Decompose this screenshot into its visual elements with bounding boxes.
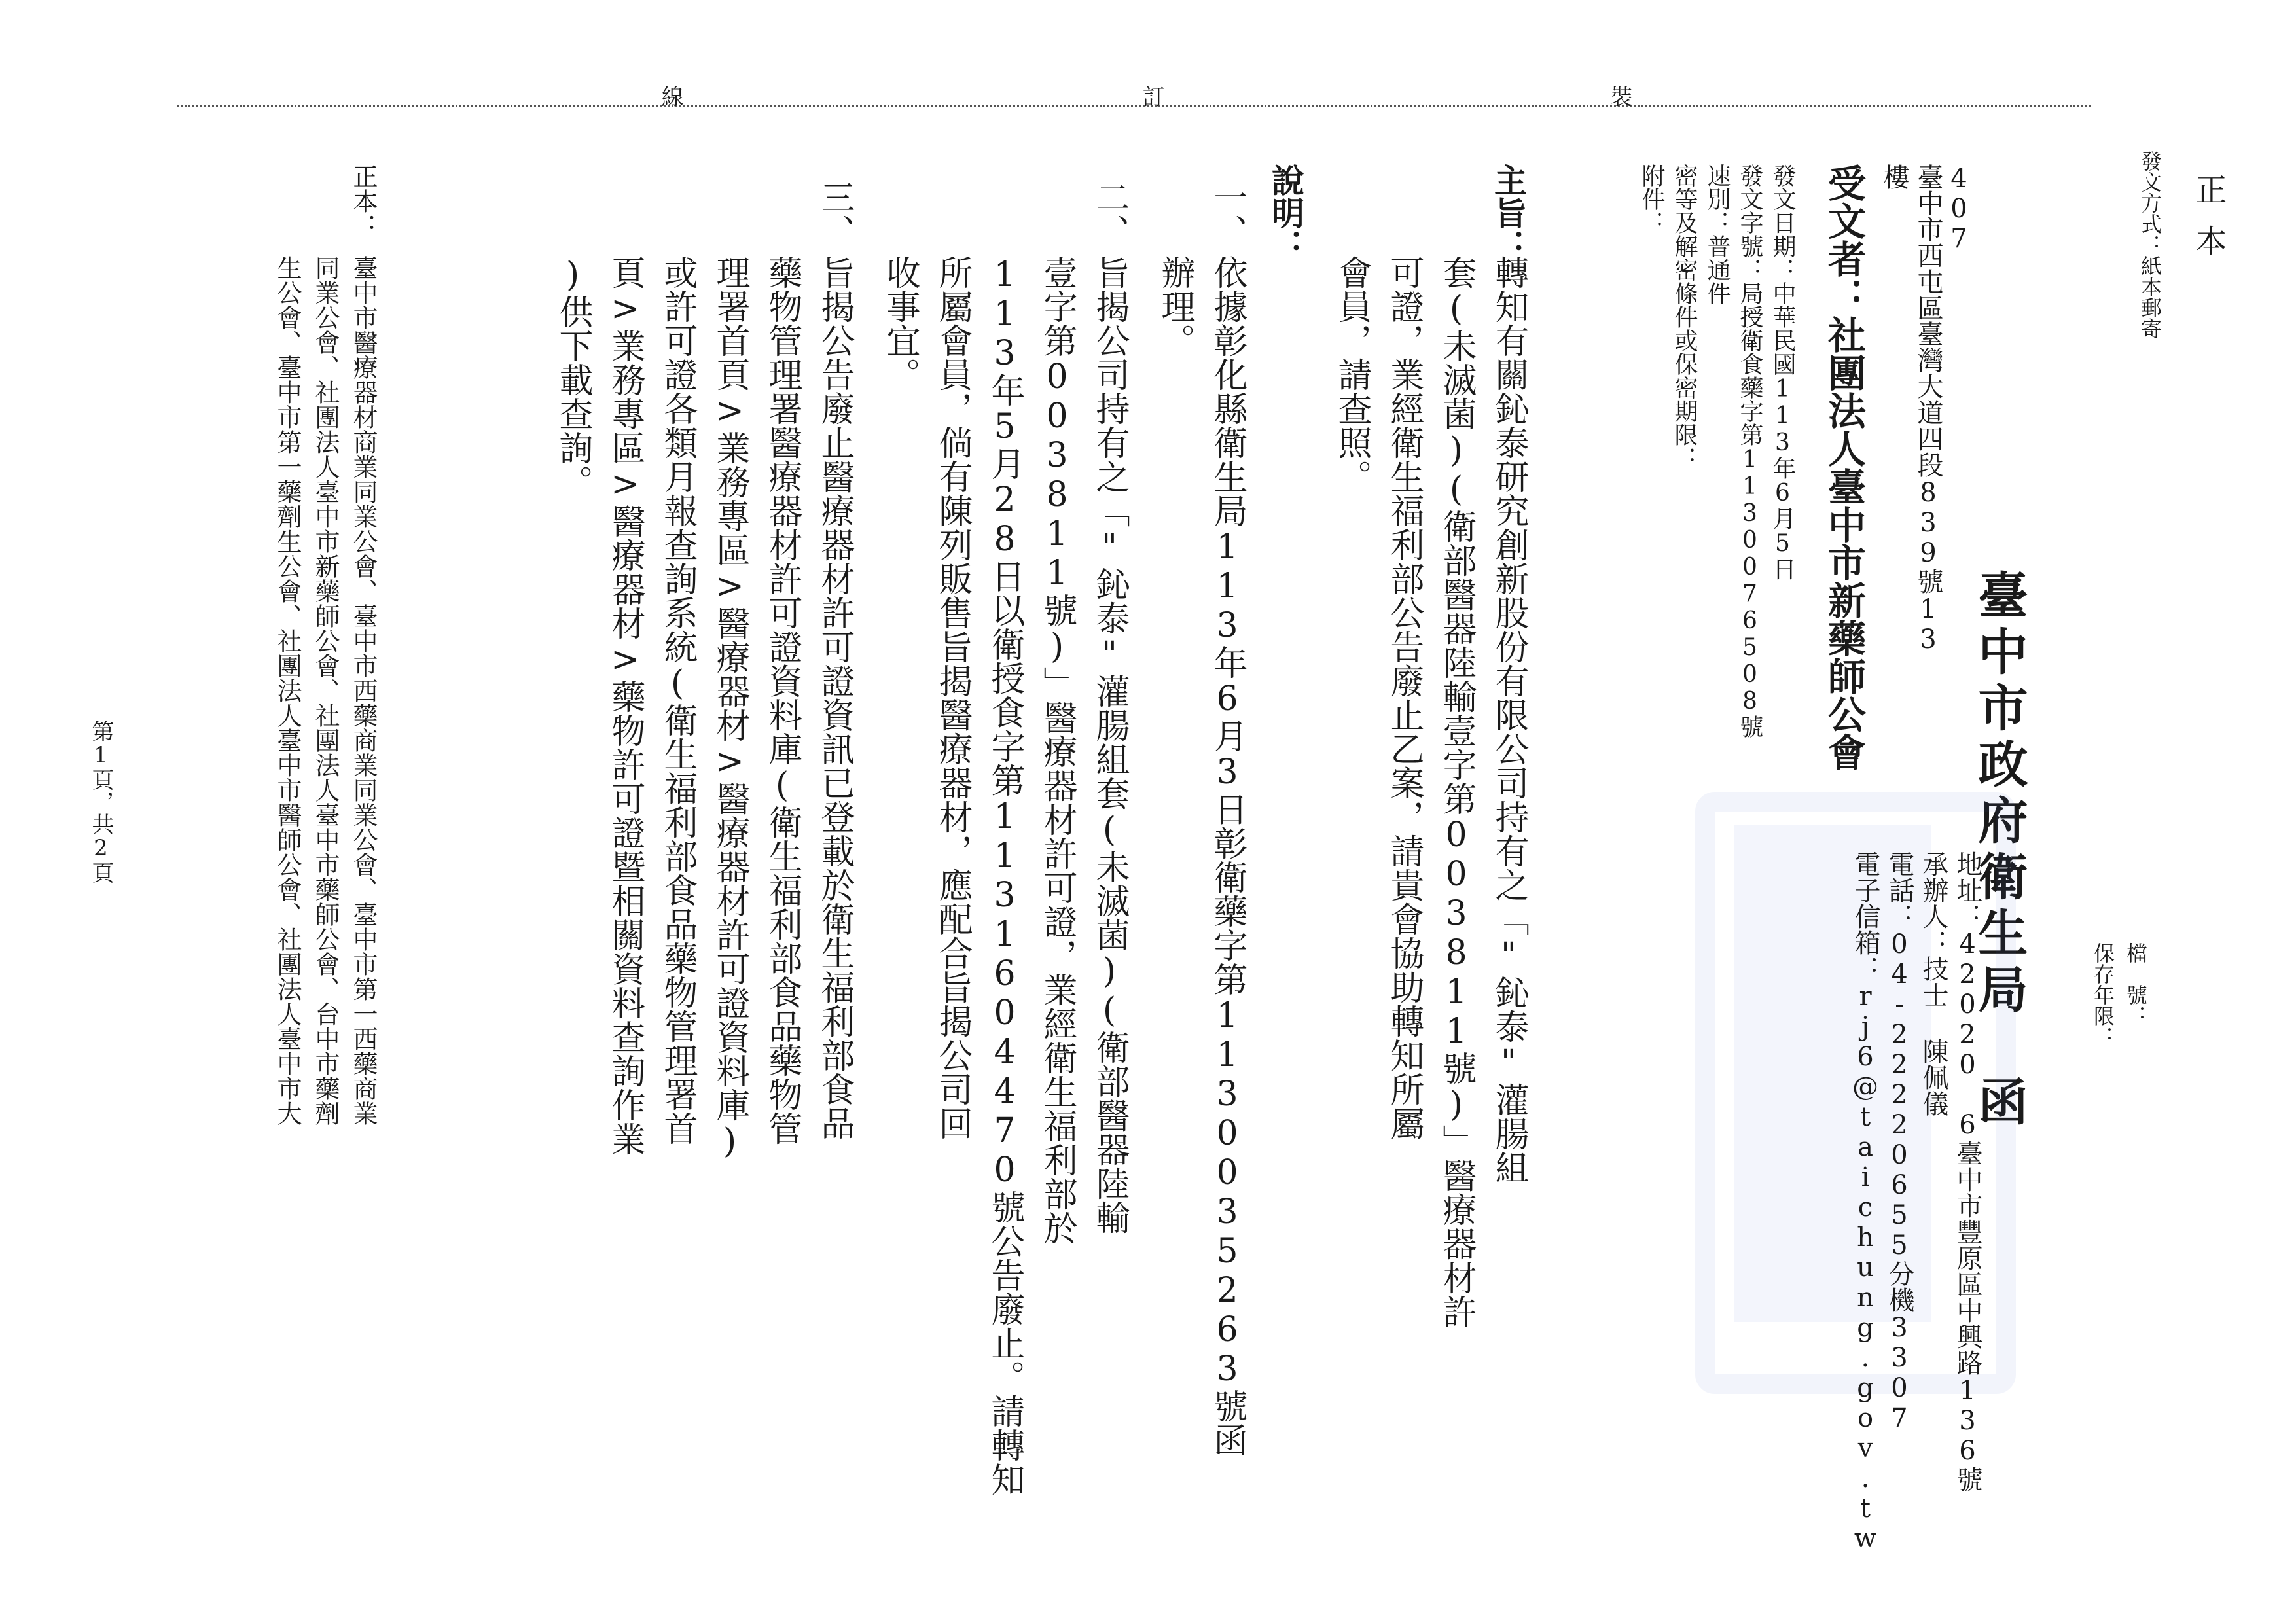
contact-email: 電子信箱：rj6@taichung.gov.tw [1850, 851, 1880, 1554]
explanation-line: 頁>業務專區>醫療器材>藥物許可證暨相關資料查詢作業 [605, 255, 645, 1156]
document-title: 臺中市政府衛生局 函 [1970, 569, 2028, 1132]
recipient-zip: 407 [1944, 164, 1974, 254]
recipient-address-line2: 樓 [1879, 164, 1909, 190]
page-number: 第1頁，共2頁 [88, 720, 114, 883]
explanation-line: 理署首頁>業務專區>醫療器材>醫療器材許可證資料庫) [710, 255, 749, 1161]
explanation-item-number: 二、 [1090, 180, 1129, 248]
fold-mark-xian: 線 [657, 85, 683, 107]
explanation-line: 辦理。 [1155, 255, 1194, 357]
subject-line: 轉知有關鈊泰研究創新股份有限公司持有之「"鈊泰"灌腸組 [1489, 255, 1528, 1185]
issue-date: 發文日期：中華民國113年6月5日 [1769, 164, 1796, 580]
subject-line: 會員，請查照。 [1332, 255, 1371, 493]
contact-handler: 承辦人：技士 陳佩儀 [1918, 851, 1948, 1116]
recipient-address-line1: 臺中市西屯區臺灣大道四段839號13 [1913, 164, 1943, 654]
file-number: 檔 號： [2123, 942, 2148, 1026]
speed: 速別：普通件 [1704, 164, 1731, 305]
retention-period: 保存年限： [2090, 942, 2115, 1047]
explanation-label: 說明： [1266, 164, 1305, 262]
explanation-line: 旨揭公司持有之「"鈊泰"灌腸組套(未滅菌)(衛部醫器陸輸 [1090, 255, 1129, 1234]
explanation-line: 或許可證各類月報查詢系統(衛生福利部食品藥物管理署首 [658, 255, 697, 1145]
copies-line: 臺中市醫療器材商業同業公會、臺中市西藥商業同業公會、臺中市第一西藥商業 [349, 255, 378, 1126]
explanation-line: 所屬會員，倘有陳列販售旨揭醫療器材，應配合旨揭公司回 [933, 255, 972, 1140]
explanation-line: 旨揭公告廢止醫療器材許可證資訊已登載於衛生福利部食品 [815, 255, 854, 1140]
send-method: 發文方式：紙本郵寄 [2138, 151, 2162, 339]
explanation-item-number: 三、 [815, 180, 854, 248]
subject-line: 可證，業經衛生福利部公告廢止乙案，請貴會協助轉知所屬 [1384, 255, 1424, 1140]
subject-label: 主旨： [1489, 164, 1528, 262]
explanation-line: 113年5月28日以衛授食字第1131604470號公告廢止。請轉知 [985, 255, 1024, 1496]
explanation-item-number: 一、 [1208, 180, 1247, 248]
explanation-line: )供下載查詢。 [553, 255, 592, 499]
copies-label: 正本： [349, 164, 378, 238]
original-mark: 正本 [2190, 173, 2227, 276]
fold-line [177, 105, 2091, 107]
secrecy: 密等及解密條件或保密期限： [1671, 164, 1698, 470]
recipient: 受文者：社團法人臺中市新藥師公會 [1821, 164, 1866, 771]
explanation-line: 依據彰化縣衛生局113年6月3日彰衛藥字第1130035263號函 [1208, 255, 1247, 1457]
contact-address: 地址：42020 6臺中市豐原區中興路136號 [1952, 851, 1982, 1492]
fold-mark-zhuang: 裝 [1606, 85, 1632, 107]
attachment: 附件： [1638, 164, 1665, 234]
explanation-line: 藥物管理署醫療器材許可證資料庫(衛生福利部食品藥物管 [762, 255, 802, 1145]
copies-line: 生公會、臺中市第一藥劑生公會、社團法人臺中市醫師公會、社團法人臺中市大 [273, 255, 302, 1126]
issue-number: 發文字號：局授衛食藥字第1130076508號 [1736, 164, 1763, 738]
contact-phone: 電話：04-22220655分機3307 [1884, 851, 1914, 1433]
subject-line: 套(未滅菌)(衛部醫器陸輸壹字第003811號)」醫療器材許 [1437, 255, 1476, 1329]
fold-mark-ding: 訂 [1138, 85, 1164, 107]
explanation-line: 壹字第003811號)」醫療器材許可證，業經衛生福利部於 [1037, 255, 1077, 1245]
explanation-line: 收事宜。 [880, 255, 920, 391]
copies-line: 同業公會、社團法人臺中市新藥師公會、社團法人臺中市藥師公會、台中市藥劑 [311, 255, 340, 1126]
